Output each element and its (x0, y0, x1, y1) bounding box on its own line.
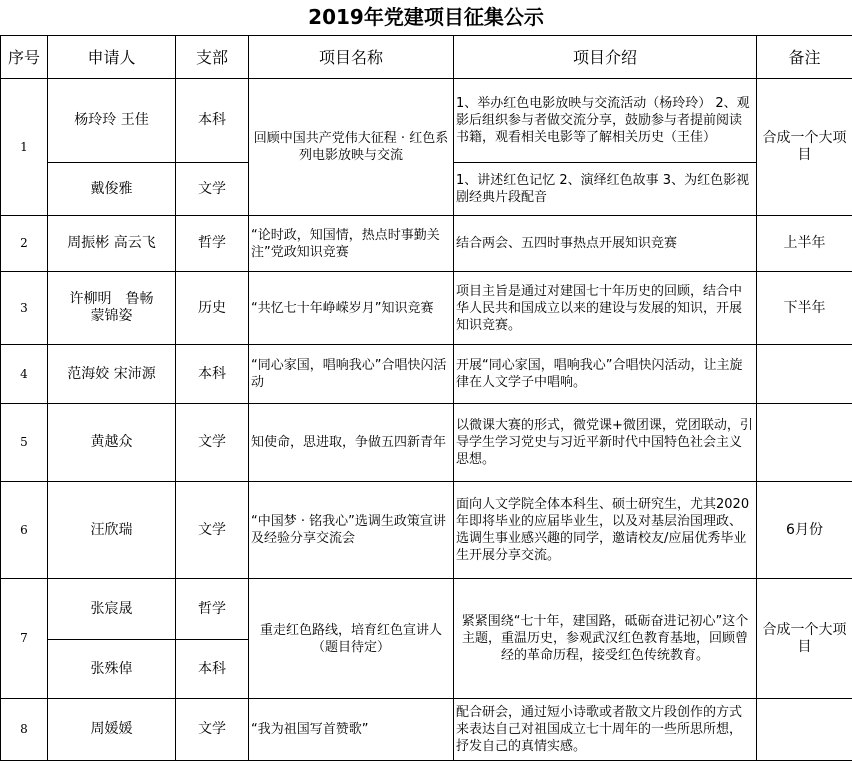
project-intro-cell: 项目主旨是通过对建国七十年历史的回顾，结合中华人民共和国成立以来的建设与发展的知识，开展知识竞赛。 (454, 272, 757, 345)
table-row (1, 272, 852, 345)
note-cell: 上半年 (757, 216, 852, 272)
row-number: 1 (1, 79, 48, 216)
project-intro-cell: 面向人文学院全体本科生、硕士研究生，尤其2020年即将毕业的应届毕业生，以及对基层治国理政、选调生事业感兴趣的同学，邀请校友/应届优秀毕业生开展分享交流。 (454, 482, 757, 579)
branch-cell: 文学 (176, 482, 249, 579)
project-intro-cell: 紧紧围绕“七十年，建国路，砥砺奋进记初心”这个主题，重温历史，参观武汉红色教育基地，回顾曾经的革命历程，接受红色传统教育。 (454, 579, 757, 699)
project-name-cell: 知使命，思进取，争做五四新青年 (249, 404, 454, 482)
project-intro-cell: 配合研会，通过短小诗歌或者散文片段创作的方式来表达自己对祖国成立七十周年的一些所思所想，抒发自己的真情实感。 (454, 699, 757, 761)
project-name-cell: “我为祖国写首赞歌” (249, 699, 454, 761)
header-cell: 申请人 (48, 36, 176, 79)
branch-cell: 本科 (176, 640, 249, 699)
project-intro-cell: 1、举办红色电影放映与交流活动（杨玲玲） 2、观影后组织参与者做交流分享，鼓励参与者提前阅读书籍，观看相关电影等了解相关历史（王佳） (454, 79, 757, 163)
applicant-cell: 戴俊雅 (48, 163, 176, 216)
note-cell: 6月份 (757, 482, 852, 579)
project-name-cell: “中国梦 · 铭我心”选调生政策宣讲及经验分享交流会 (249, 482, 454, 579)
applicant-cell: 张殊倬 (48, 640, 176, 699)
note-cell (757, 699, 852, 761)
project-intro-cell: 1、讲述红色记忆 2、演绎红色故事 3、为红色影视剧经典片段配音 (454, 163, 757, 216)
project-name-cell: 回顾中国共产党伟大征程 · 红色系列电影放映与交流 (249, 79, 454, 216)
row-number: 5 (1, 404, 48, 482)
branch-cell: 文学 (176, 699, 249, 761)
project-name-cell: 重走红色路线，培育红色宣讲人 （题目待定） (249, 579, 454, 699)
header-cell: 支部 (176, 36, 249, 79)
table-row (1, 345, 852, 404)
row-number: 8 (1, 699, 48, 761)
branch-cell: 文学 (176, 163, 249, 216)
applicant-cell: 张宸晟 (48, 579, 176, 640)
branch-cell: 哲学 (176, 216, 249, 272)
header-cell: 项目名称 (249, 36, 454, 79)
row-number: 7 (1, 579, 48, 699)
table-row (1, 216, 852, 272)
table-row (1, 79, 852, 163)
branch-cell: 哲学 (176, 579, 249, 640)
row-number: 6 (1, 482, 48, 579)
applicant-cell: 汪欣瑞 (48, 482, 176, 579)
note-cell (757, 345, 852, 404)
note-cell: 下半年 (757, 272, 852, 345)
applicant-cell: 许柳明 鲁畅 蒙锦姿 (48, 272, 176, 345)
project-name-cell: “论时政，知国情，热点时事勤关注”党政知识竞赛 (249, 216, 454, 272)
branch-cell: 历史 (176, 272, 249, 345)
table-row (1, 482, 852, 579)
project-intro-cell: 开展“同心家国，唱响我心”合唱快闪活动，让主旋律在人文学子中唱响。 (454, 345, 757, 404)
project-name-cell: “同心家国，唱响我心”合唱快闪活动 (249, 345, 454, 404)
header-cell: 项目介绍 (454, 36, 757, 79)
project-table (0, 35, 852, 761)
table-row (1, 404, 852, 482)
applicant-cell: 杨玲玲 王佳 (48, 79, 176, 163)
row-number: 2 (1, 216, 48, 272)
note-cell: 合成一个大项目 (757, 79, 852, 216)
header-cell: 备注 (757, 36, 852, 79)
page-title: 2019年党建项目征集公示 (308, 5, 544, 29)
project-name-cell: “共忆七十年峥嵘岁月”知识竞赛 (249, 272, 454, 345)
table-row (1, 579, 852, 640)
branch-cell: 本科 (176, 79, 249, 163)
note-cell (757, 404, 852, 482)
table-row (1, 699, 852, 761)
applicant-cell: 周媛媛 (48, 699, 176, 761)
branch-cell: 文学 (176, 404, 249, 482)
applicant-cell: 范海姣 宋沛源 (48, 345, 176, 404)
project-intro-cell: 结合两会、五四时事热点开展知识竞赛 (454, 216, 757, 272)
row-number: 3 (1, 272, 48, 345)
project-intro-cell: 以微课大赛的形式，微党课+微团课，党团联动，引导学生学习党史与习近平新时代中国特色社会主义思想。 (454, 404, 757, 482)
row-number: 4 (1, 345, 48, 404)
header-row (1, 36, 852, 79)
header-cell: 序号 (1, 36, 48, 79)
applicant-cell: 周振彬 高云飞 (48, 216, 176, 272)
applicant-cell: 黄越众 (48, 404, 176, 482)
branch-cell: 本科 (176, 345, 249, 404)
note-cell: 合成一个大项目 (757, 579, 852, 699)
